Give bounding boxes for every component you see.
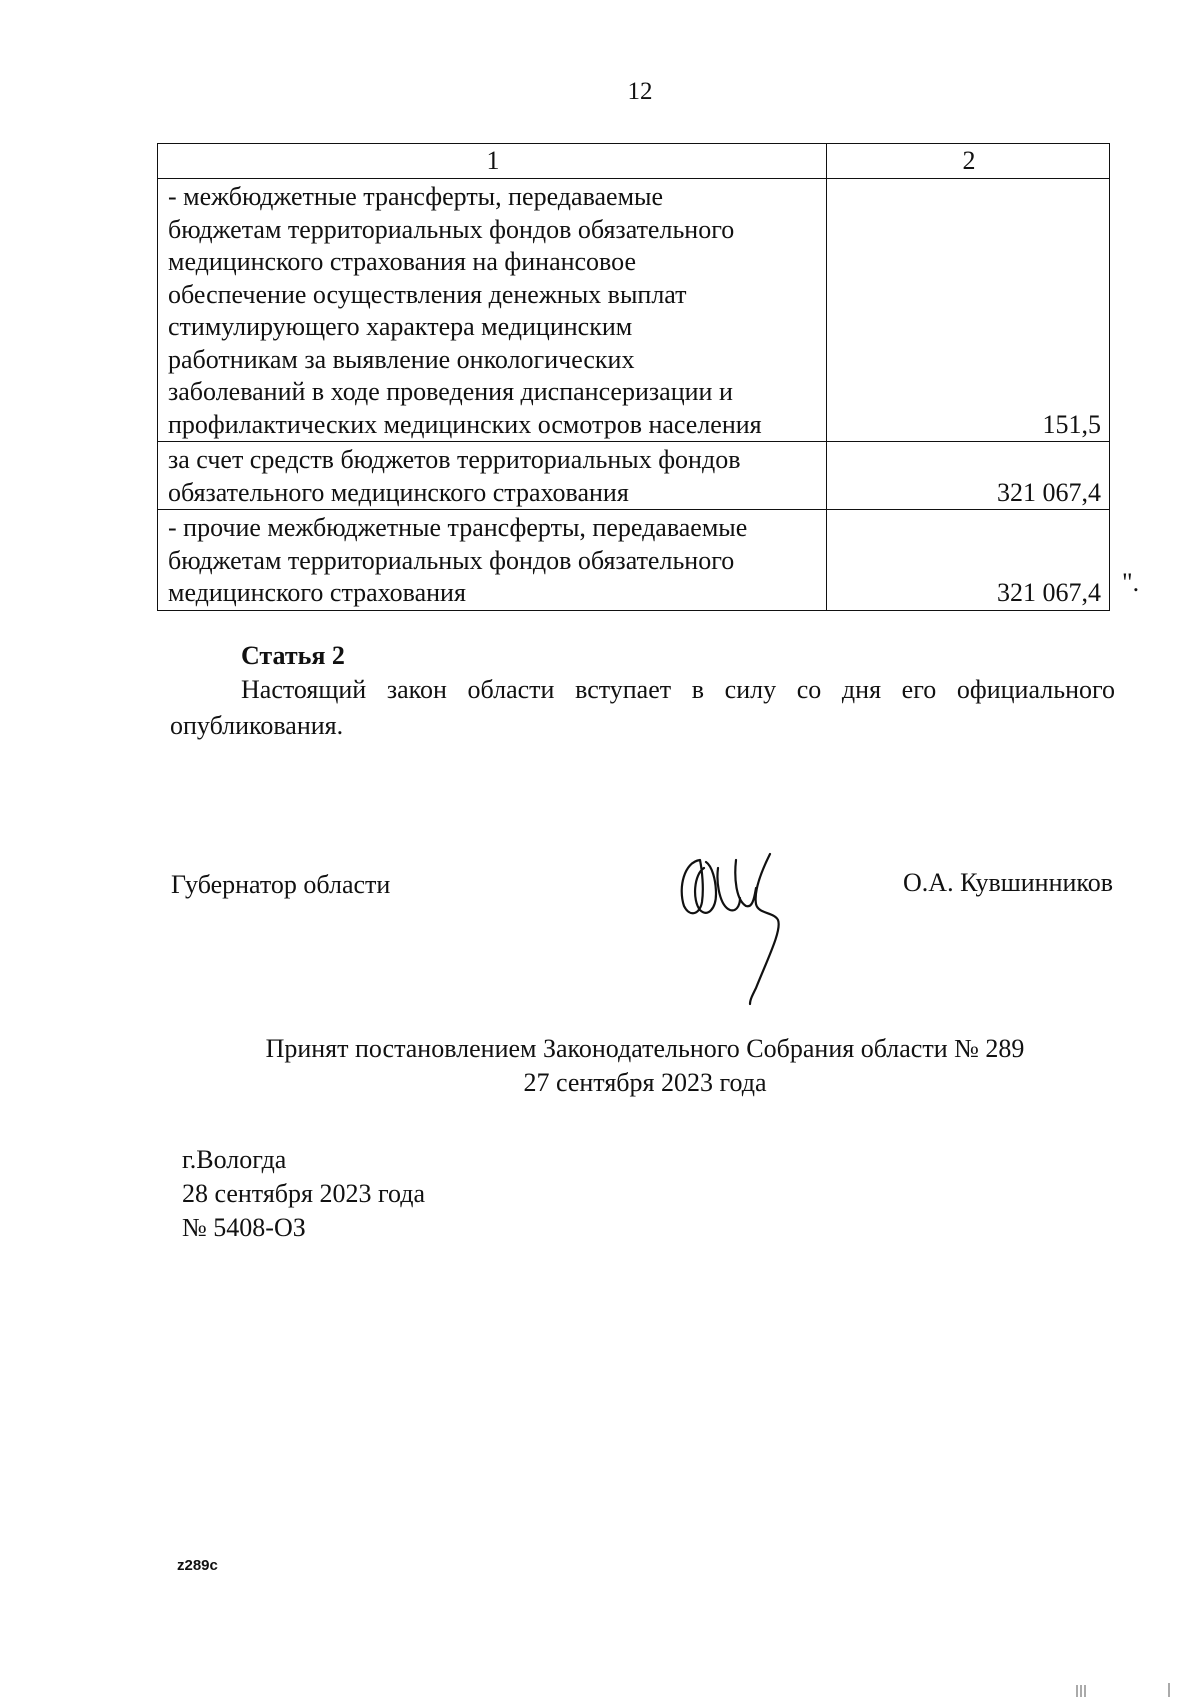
closing-quote: ". bbox=[1122, 568, 1140, 597]
signing-date: 28 сентября 2023 года bbox=[182, 1179, 426, 1208]
description-line: медицинского страхования на финансовое bbox=[168, 247, 637, 276]
description-line: - межбюджетные трансферты, передаваемые bbox=[168, 182, 664, 211]
description-line: обязательного медицинского страхования bbox=[168, 477, 629, 507]
description-line: - прочие межбюджетные трансферты, передаваемые bbox=[168, 513, 748, 542]
table-row bbox=[158, 442, 1110, 510]
table-row-value: 321 067,4 bbox=[827, 510, 1110, 611]
table-row-value: 321 067,4 bbox=[827, 442, 1110, 510]
description-line: обеспечение осуществления денежных выплат bbox=[168, 279, 687, 309]
budget-table bbox=[157, 143, 1110, 611]
table-header-cell-2: 2 bbox=[827, 144, 1110, 179]
description-line: бюджетам территориальных фондов обязательного bbox=[168, 214, 735, 244]
law-number: № 5408-ОЗ bbox=[182, 1213, 306, 1242]
adoption-line-2: 27 сентября 2023 года bbox=[523, 1068, 767, 1097]
page-number: 12 bbox=[627, 78, 653, 105]
description-line: бюджетам территориальных фондов обязательного bbox=[168, 545, 735, 575]
article-body: Настоящий закон области вступает в силу со дня его официального опубликования. bbox=[170, 675, 1115, 740]
adoption-note bbox=[0, 1032, 1200, 1100]
description-line: работникам за выявление онкологических bbox=[168, 344, 635, 374]
description-line: медицинского страхования bbox=[168, 578, 466, 607]
table-row bbox=[158, 510, 1110, 611]
table-header-row bbox=[158, 144, 1110, 179]
description-line: заболеваний в ходе проведения диспансеризации и bbox=[168, 377, 733, 406]
table-row bbox=[158, 179, 1110, 442]
document-code: z289c bbox=[177, 1557, 218, 1574]
adoption-line-1: Принят постановлением Законодательного Собрания области № 289 bbox=[265, 1034, 1025, 1063]
governor-name: О.А. Кувшинников bbox=[903, 868, 1113, 897]
table-header-cell-1: 1 bbox=[158, 144, 827, 179]
description-line: профилактических медицинских осмотров населения bbox=[168, 409, 762, 439]
governor-title: Губернатор области bbox=[171, 870, 391, 899]
description-line: за счет средств бюджетов территориальных фондов bbox=[168, 445, 741, 474]
article-title: Статья 2 bbox=[241, 641, 345, 670]
handwritten-signature bbox=[670, 848, 800, 1008]
scan-edge-marks bbox=[1075, 1683, 1175, 1697]
place-date-number bbox=[182, 1143, 425, 1245]
city: г.Вологда bbox=[182, 1145, 287, 1174]
table-row-description bbox=[158, 510, 827, 611]
table-row-description bbox=[158, 442, 827, 510]
table-row-value: 151,5 bbox=[827, 179, 1110, 442]
table-row-description bbox=[158, 179, 827, 442]
description-line: стимулирующего характера медицинским bbox=[168, 312, 633, 341]
